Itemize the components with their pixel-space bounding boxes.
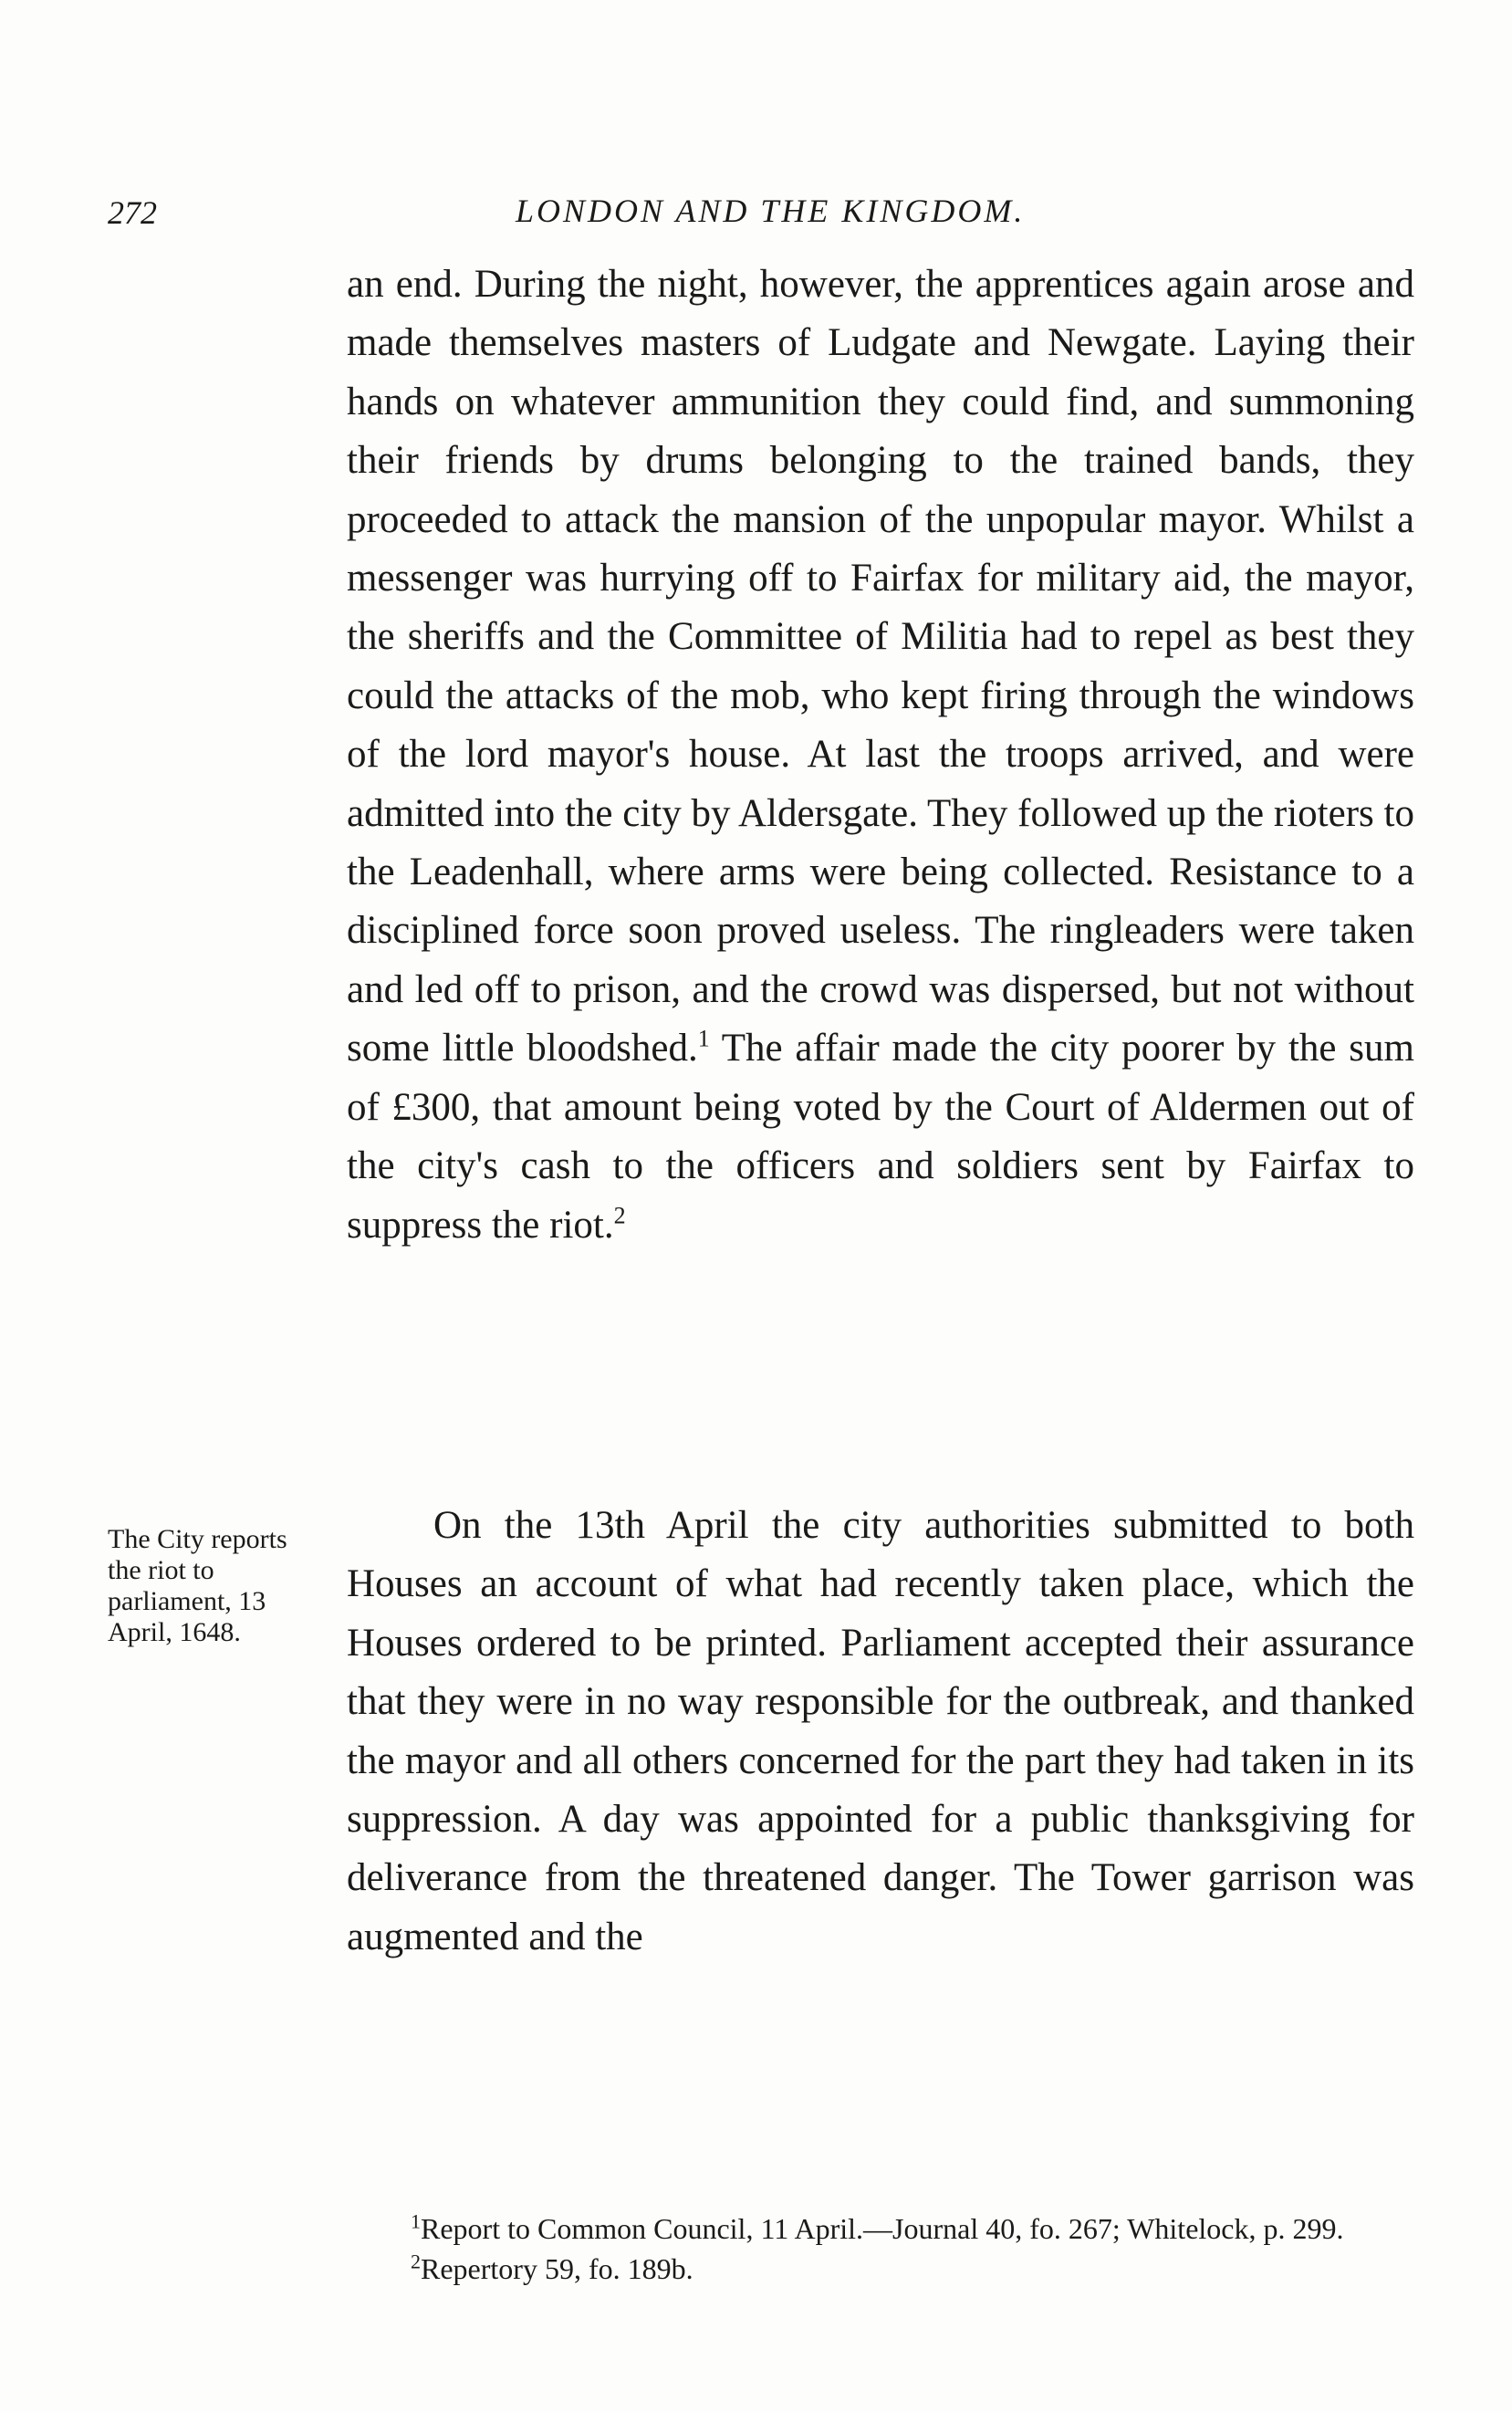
footnote-ref[interactable]: 2 — [613, 1202, 626, 1229]
page-number: 272 — [108, 194, 157, 231]
footnote — [347, 2208, 1414, 2249]
paragraph-text: The affair made the city poorer by the sum of £300, that amount being voted by the Court of Aldermen out of the city's cash to the officers and soldiers sent by Fairfax to suppress the riot. — [347, 1027, 1414, 1247]
footnote-number: 1 — [411, 2209, 421, 2233]
running-head: LONDON AND THE KINGDOM. — [516, 193, 1026, 229]
footnotes — [347, 2208, 1414, 2289]
footnote-number: 2 — [411, 2250, 421, 2273]
body-paragraph — [347, 256, 1414, 1255]
footnote-ref[interactable]: 1 — [697, 1025, 710, 1052]
footnote — [347, 2249, 1414, 2289]
footnote-text: Repertory 59, fo. 189b. — [421, 2252, 693, 2285]
body-paragraph: On the 13th April the city authorities submitted to both Houses an account of what had recently taken place, which the Houses ordered to be printed. Parliament accepted their assurance that they were in no way responsible for the outbreak, and thanked the mayor and all others concerned for the part they had taken in its suppression. A day was appointed for a public thanksgiving for deliverance from the threatened danger. The Tower garrison was augmented and the — [347, 1504, 1414, 1958]
paragraph-text: an end. During the night, however, the apprentices again arose and made themselves masters of Ludgate and Newgate. Laying their hands on whatever ammunition they could find, and summoning their friends by drums belonging to the trained bands, they proceeded to attack the mansion of the unpopular mayor. Whilst a messenger was hurrying off to Fairfax for military aid, the mayor, the sheriffs and the Committee of Militia had to repel as best they could the attacks of the mob, who kept firing through the windows of the lord mayor's house. At last the troops arrived, and were admitted into the city by Aldersgate. They followed up the rioters to the Leadenhall, where arms were being collected. Resistance to a disciplined force soon proved useless. The ringleaders were taken and led off to prison, and the crowd was dispersed, but not without some little bloodshed. — [347, 263, 1414, 1070]
footnote-text: Report to Common Council, 11 April.—Journal 40, fo. 267; Whitelock, p. 299. — [421, 2212, 1344, 2245]
margin-note: The City reports the riot to parliament, 13 April, 1648. — [108, 1524, 287, 1647]
